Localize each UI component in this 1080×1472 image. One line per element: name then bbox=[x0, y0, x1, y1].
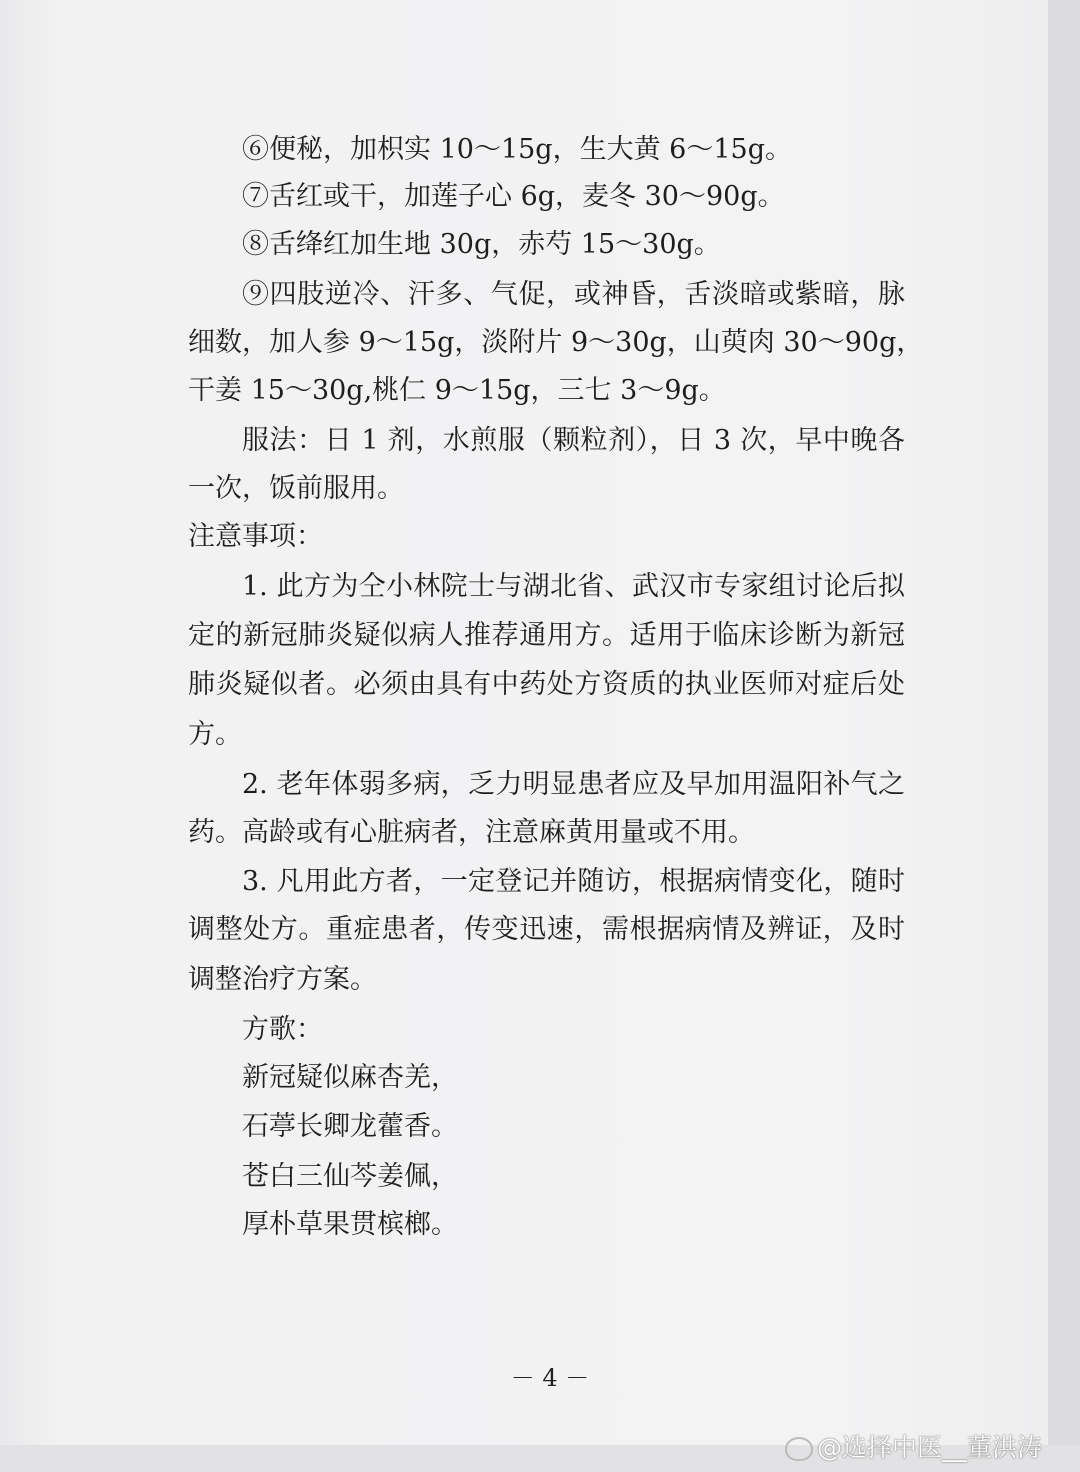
text-line: 药。高龄或有心脏病者，注意麻黄用量或不用。 bbox=[188, 817, 755, 848]
text-line: 调整处方。重症患者，传变迅速，需根据病情及辨证，及时 bbox=[188, 914, 905, 945]
watermark-text: @选择中医__董洪涛 bbox=[817, 1433, 1043, 1462]
text-line: 调整治疗方案。 bbox=[188, 964, 377, 995]
text-line: 1. 此方为仝小林院士与湖北省、武汉市专家组讨论后拟 bbox=[242, 571, 905, 602]
watermark bbox=[785, 1428, 1042, 1464]
scan-edge bbox=[1048, 0, 1080, 1472]
text-line: ⑦舌红或干，加莲子心 6g，麦冬 30～90g。 bbox=[242, 181, 785, 212]
text-line: ⑨四肢逆冷、汗多、气促，或神昏，舌淡暗或紫暗，脉 bbox=[242, 279, 905, 310]
text-line: 2. 老年体弱多病，乏力明显患者应及早加用温阳补气之 bbox=[242, 769, 905, 800]
verse-line: 石葶长卿龙藿香。 bbox=[242, 1111, 458, 1142]
page-number: － 4 － bbox=[510, 1364, 590, 1392]
text-line: 方。 bbox=[188, 719, 242, 750]
text-line: 定的新冠肺炎疑似病人推荐通用方。适用于临床诊断为新冠 bbox=[188, 620, 905, 651]
text-line: ⑥便秘，加枳实 10～15g，生大黄 6～15g。 bbox=[242, 134, 792, 165]
text-line: 服法：日 1 剂，水煎服（颗粒剂），日 3 次，早中晚各 bbox=[242, 425, 905, 456]
text-line: 3. 凡用此方者，一定登记并随访，根据病情变化，随时 bbox=[242, 866, 905, 897]
text-line: 一次，饭前服用。 bbox=[188, 473, 404, 504]
text-line: 细数，加人参 9～15g，淡附片 9～30g，山萸肉 30～90g， bbox=[188, 327, 924, 358]
verse-line: 苍白三仙芩姜佩， bbox=[242, 1161, 458, 1192]
text-line: ⑧舌绛红加生地 30g，赤芍 15～30g。 bbox=[242, 229, 721, 260]
verse-line: 新冠疑似麻杏羌， bbox=[242, 1062, 458, 1093]
text-line: 肺炎疑似者。必须由具有中药处方资质的执业医师对症后处 bbox=[188, 669, 905, 700]
text-line: 干姜 15～30g,桃仁 9～15g，三七 3～9g。 bbox=[188, 375, 726, 406]
text-line: 方歌： bbox=[242, 1014, 323, 1045]
weibo-logo-icon bbox=[785, 1437, 813, 1461]
verse-line: 厚朴草果贯槟榔。 bbox=[242, 1209, 458, 1240]
section-heading: 注意事项： bbox=[188, 521, 323, 552]
